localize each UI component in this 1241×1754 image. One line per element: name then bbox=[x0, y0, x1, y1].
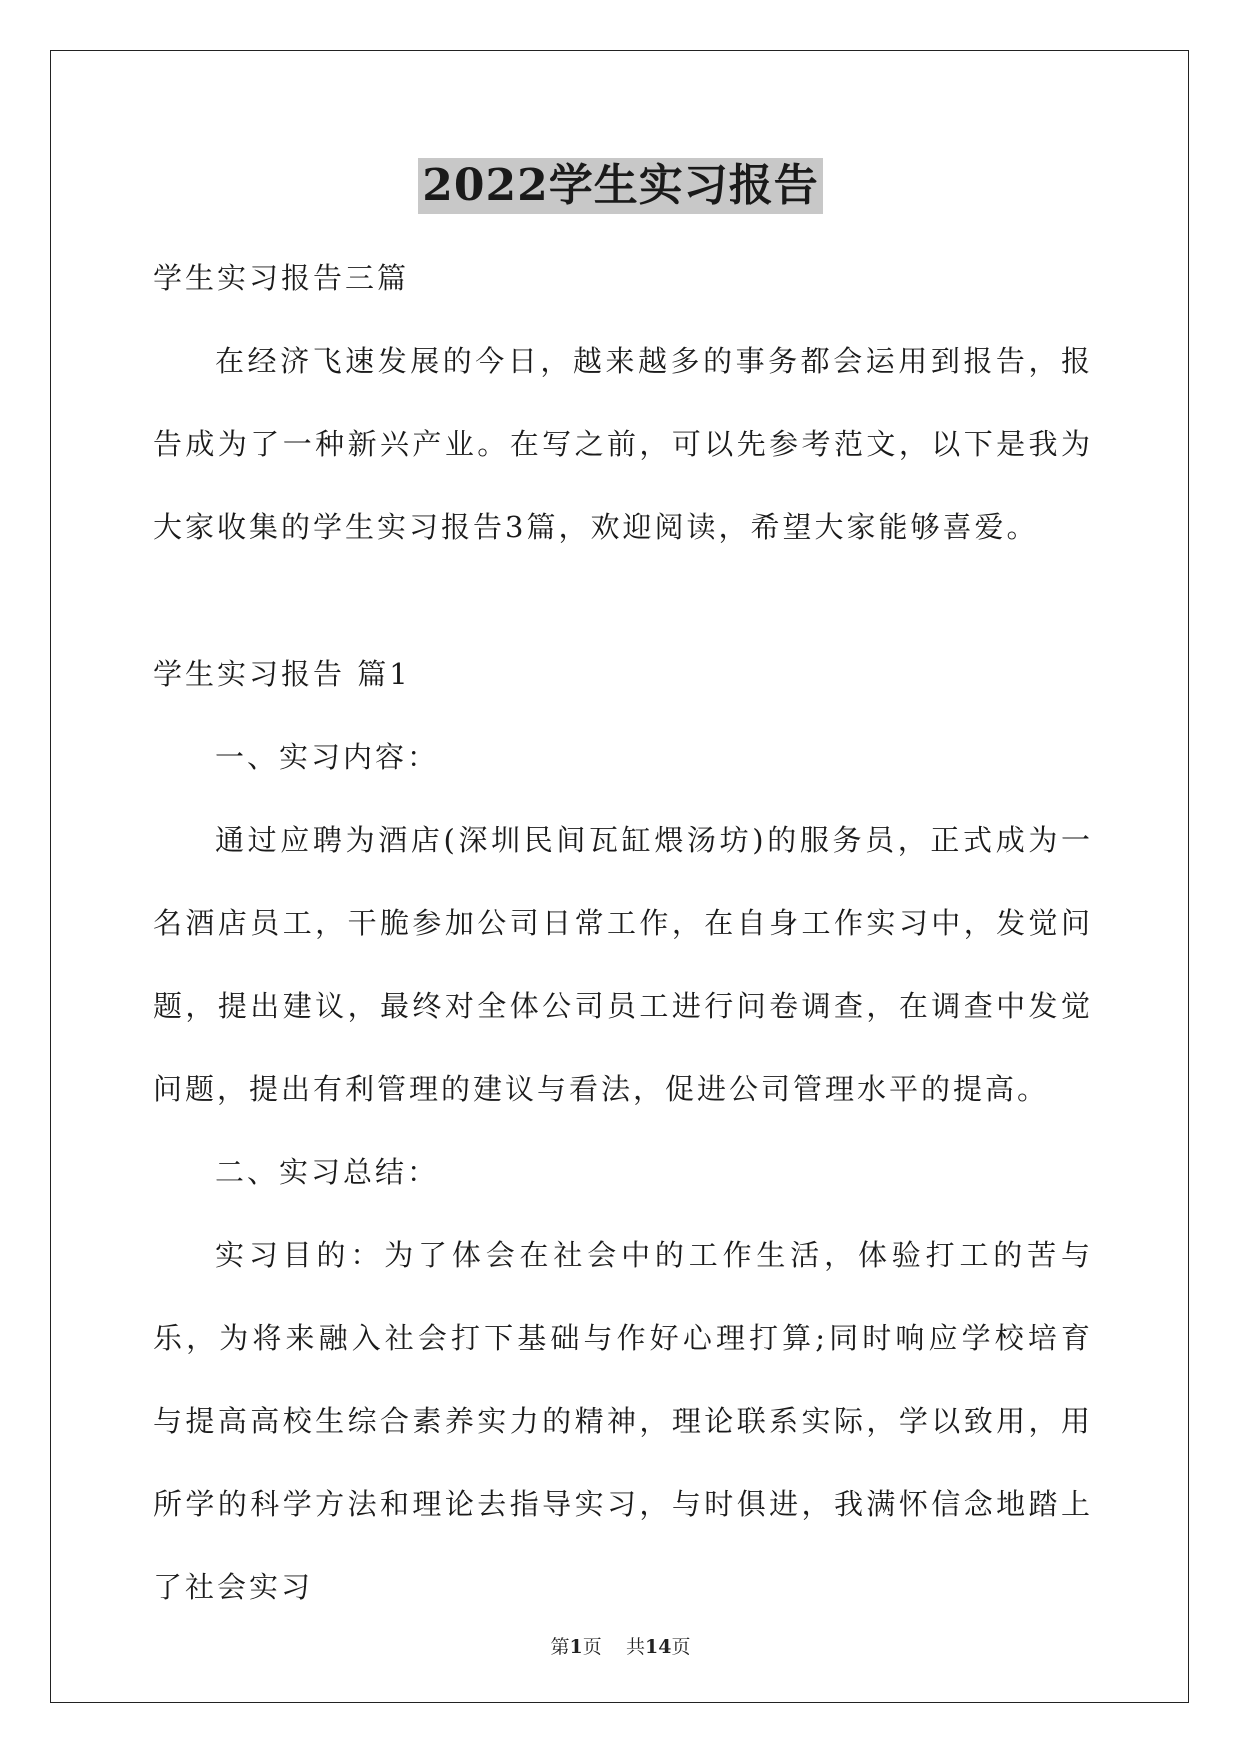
paragraph-summary: 实习目的：为了体会在社会中的工作生活，体验打工的苦与乐，为将来融入社会打下基础与作好心理打算;同时响应学校培育与提高高校生综合素养实力的精神，理论联系实际，学以致用，用所学的科学方法和理论去指导实习，与时俱进，我满怀信念地踏上了社会实习 bbox=[153, 1238, 1093, 1604]
paragraph-gap bbox=[153, 569, 1093, 633]
section-heading: 学生实习报告 篇1 bbox=[153, 657, 411, 691]
paragraph-intro: 在经济飞速发展的今日，越来越多的事务都会运用到报告，报告成为了一种新兴产业。在写之前，可以先参考范文，以下是我为大家收集的学生实习报告3篇，欢迎阅读，希望大家能够喜爱。 bbox=[153, 344, 1093, 544]
document-title: 2022学生实习报告 bbox=[418, 158, 822, 214]
subheading-summary: 二、实习总结： bbox=[215, 1155, 440, 1189]
paragraph-content: 通过应聘为酒店(深圳民间瓦缸煨汤坊)的服务员，正式成为一名酒店员工，干脆参加公司日常工作，在自身工作实习中，发觉问题，提出建议，最终对全体公司员工进行问卷调查，在调查中发觉问题，提出有利管理的建议与看法，促进公司管理水平的提高。 bbox=[153, 823, 1093, 1106]
paragraph-subtitle: 学生实习报告三篇 bbox=[153, 261, 410, 295]
footer-total-pages: 14 bbox=[644, 1636, 672, 1658]
subheading-content: 一、实习内容： bbox=[215, 740, 440, 774]
footer-page-number: 1 bbox=[569, 1636, 583, 1658]
footer-total-prefix: 共 bbox=[625, 1636, 645, 1658]
footer-page-suffix: 页 bbox=[582, 1636, 602, 1658]
footer-total-suffix: 页 bbox=[671, 1636, 691, 1658]
footer-page-prefix: 第 bbox=[550, 1636, 570, 1658]
title-wrap bbox=[0, 158, 1241, 214]
document-body bbox=[153, 237, 1093, 1629]
page-footer bbox=[0, 1632, 1241, 1659]
